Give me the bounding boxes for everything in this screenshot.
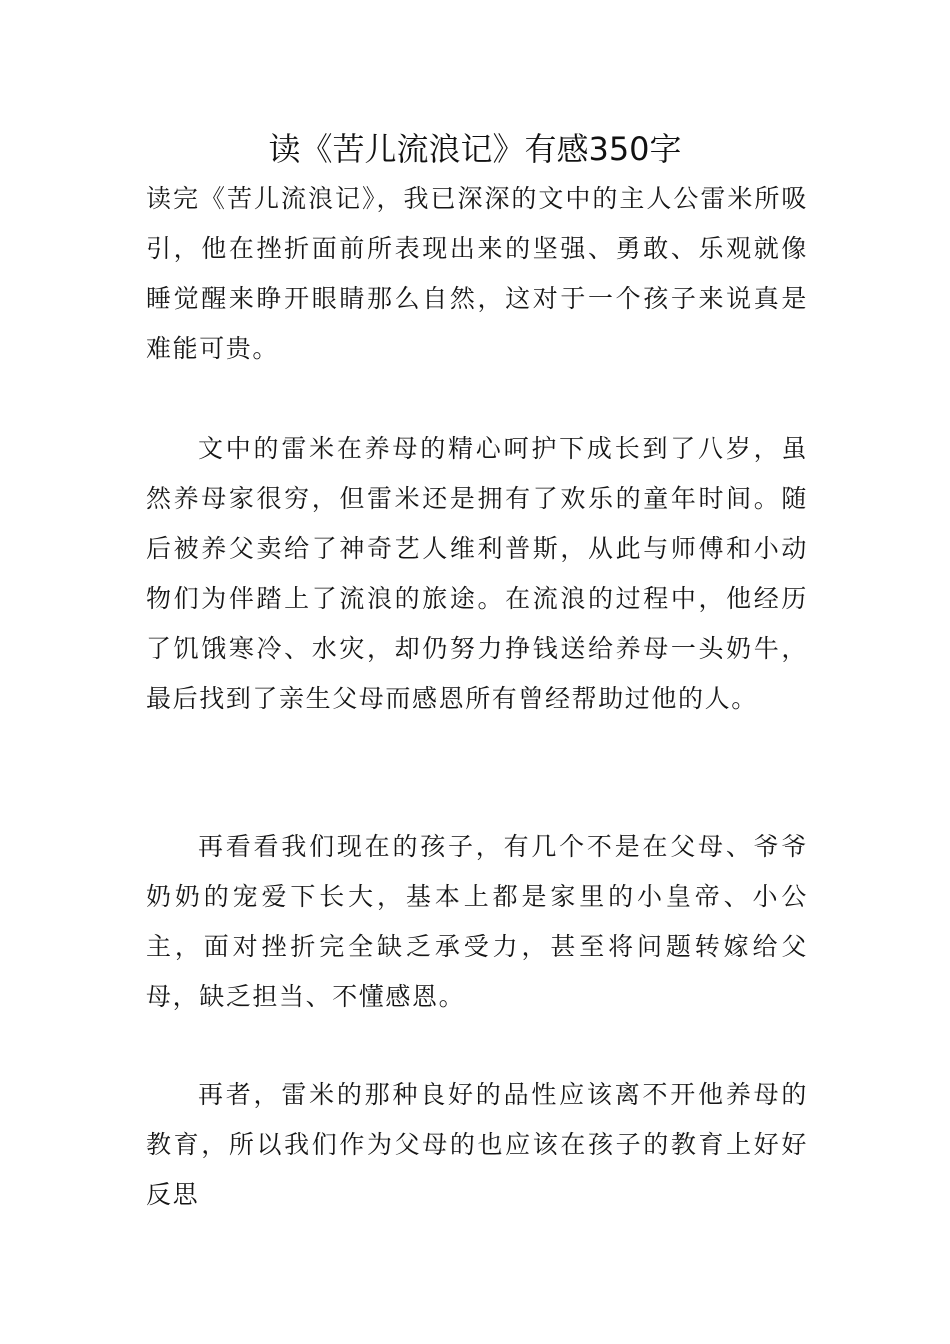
paragraph-3: 再看看我们现在的孩子，有几个不是在父母、爷爷奶奶的宠爱下长大，基本上都是家里的小皇帝、小公主，面对挫折完全缺乏承受力，甚至将问题转嫁给父母，缺乏担当、不懂感恩。 bbox=[146, 832, 808, 1011]
document-title: 读《苦儿流浪记》有感350字 bbox=[268, 130, 682, 168]
paragraph-1: 读完《苦儿流浪记》，我已深深的文中的主人公雷米所吸引，他在挫折面前所表现出来的坚强、勇敢、乐观就像睡觉醒来睁开眼睛那么自然，这对于一个孩子来说真是难能可贵。 bbox=[146, 184, 808, 363]
paragraph-4: 再者，雷米的那种良好的品性应该离不开他养母的教育，所以我们作为父母的也应该在孩子的教育上好好反思 bbox=[146, 1080, 808, 1209]
paragraph-2: 文中的雷米在养母的精心呵护下成长到了八岁，虽然养母家很穷，但雷米还是拥有了欢乐的童年时间。随后被养父卖给了神奇艺人维利普斯，从此与师傅和小动物们为伴踏上了流浪的旅途。在流浪的过程中，他经历了饥饿寒冷、水灾，却仍努力挣钱送给养母一头奶牛，最后找到了亲生父母而感恩所有曾经帮助过他的人。 bbox=[146, 434, 808, 713]
